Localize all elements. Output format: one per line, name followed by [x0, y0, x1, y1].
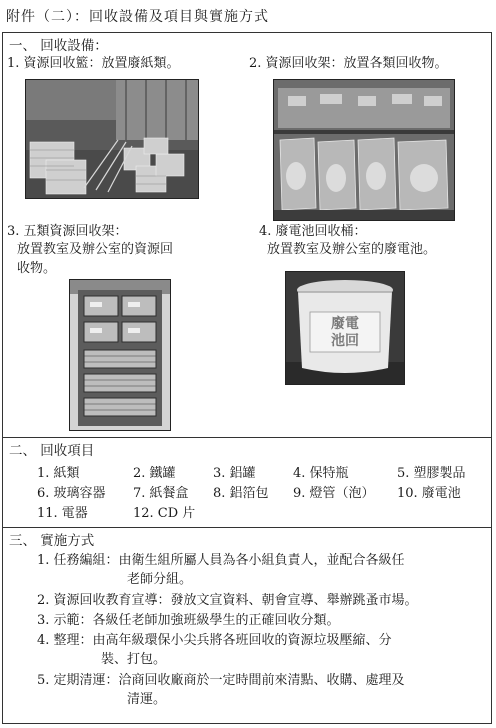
item-plastic: 5. 塑膠製品 [397, 466, 466, 481]
method-2: 2. 資源回收教育宣導：發放文宣資料、朝會宣導、舉辦跳蚤市場。 [37, 593, 418, 608]
equipment-4-desc: 放置教室及辦公室的廢電池。 [267, 242, 437, 257]
equipment-1-caption: 1. 資源回收籃：放置廢紙類。 [7, 56, 180, 71]
item-aluminum-foil-pack: 8. 鋁箔包 [213, 486, 269, 501]
photo-recycling-baskets [25, 79, 199, 199]
section-equipment [3, 33, 491, 437]
method-1: 1. 任務編組：由衛生組所屬人員為各小組負責人，並配合各級任 [37, 553, 405, 568]
content-table [2, 32, 492, 724]
item-cd: 12. CD 片 [133, 506, 196, 521]
method-1-cont: 老師分組。 [127, 572, 193, 587]
page-title: 附件（二）：回收設備及項目與實施方式 [6, 9, 269, 25]
item-aluminum-can: 3. 鋁罐 [213, 466, 256, 481]
section-implementation [3, 527, 491, 723]
equipment-3-desc-line-2: 收物。 [17, 261, 57, 276]
section-heading: 三、 實施方式 [9, 533, 95, 549]
photo-recycling-rack [273, 79, 455, 221]
section-heading: 二、 回收項目 [9, 443, 95, 459]
method-4-cont: 裝、打包。 [101, 652, 167, 667]
item-light-tube: 9. 燈管（泡） [293, 486, 375, 501]
item-paper: 1. 紙類 [37, 466, 80, 481]
item-iron-can: 2. 鐵罐 [133, 466, 176, 481]
item-appliance: 11. 電器 [37, 506, 88, 521]
item-paper-lunchbox: 7. 紙餐盒 [133, 486, 189, 501]
section-heading: 一、 回收設備： [9, 38, 108, 54]
section-recycling-items [3, 437, 491, 527]
equipment-3-caption: 3. 五類資源回收架： [7, 224, 128, 239]
method-5: 5. 定期清運：洽商回收廠商於一定時間前來清點、收購、處理及 [37, 673, 405, 688]
bin-label: 廢電 池回 [331, 316, 359, 349]
item-pet-bottle: 4. 保特瓶 [293, 466, 349, 481]
equipment-2-caption: 2. 資源回收架：放置各類回收物。 [249, 56, 448, 71]
method-4: 4. 整理：由高年級環保小尖兵將各班回收的資源垃圾壓縮、分 [37, 633, 392, 648]
item-glass: 6. 玻璃容器 [37, 486, 106, 501]
method-5-cont: 清運。 [127, 692, 167, 707]
item-battery: 10. 廢電池 [397, 486, 461, 501]
photo-battery-bin [285, 271, 405, 385]
photo-five-category-rack [69, 279, 171, 431]
equipment-3-desc-line-1: 放置教室及辦公室的資源回 [17, 242, 174, 257]
method-3: 3. 示範：各級任老師加強班級學生的正確回收分類。 [37, 613, 340, 628]
equipment-4-caption: 4. 廢電池回收桶： [259, 224, 367, 239]
